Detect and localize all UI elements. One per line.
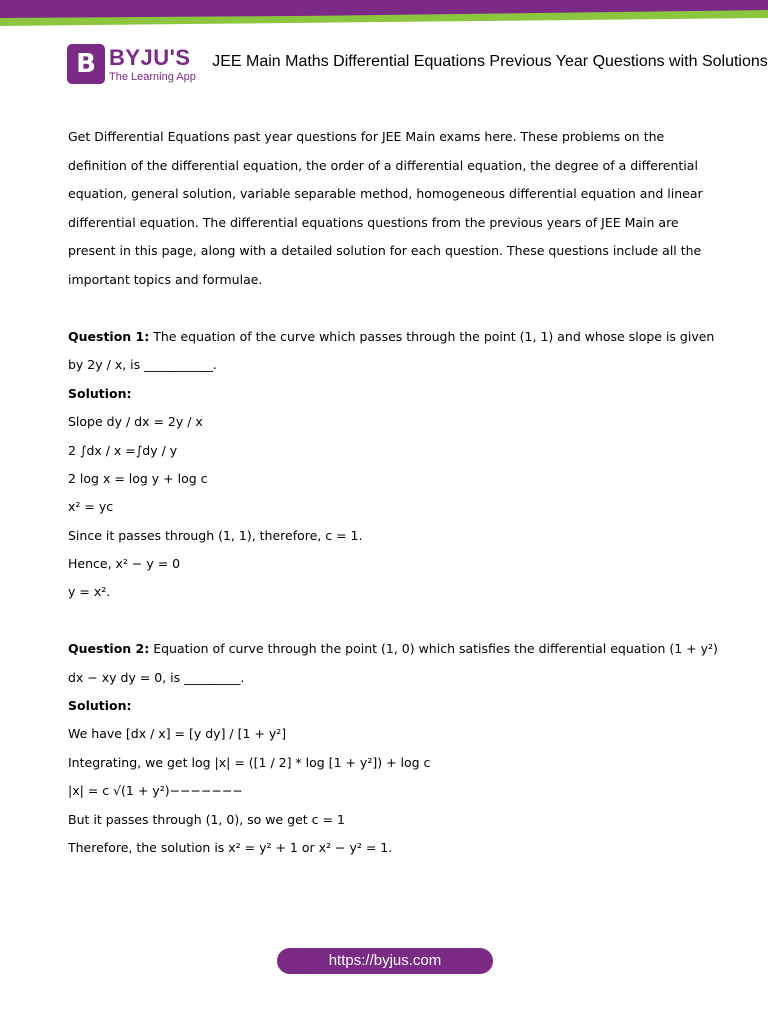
logo-name: BYJU'S xyxy=(109,45,191,70)
solution-1-step: Hence, x² − y = 0 xyxy=(68,556,181,572)
document-title: JEE Main Maths Differential Equations Previous Year Questions with Solutions xyxy=(212,53,768,70)
solution-2-step: |x| = c √(1 + y²)−−−−−−− xyxy=(68,783,243,799)
logo-initial: B xyxy=(76,49,96,79)
solution-2-step: We have [dx / x] = [y dy] / [1 + y²] xyxy=(68,726,287,742)
intro-paragraph: Get Differential Equations past year questions for JEE Main exams here. These problems on the definition of the differential equation, the order of a differential equation, the degree of a differential equation, general solution, variable separable method, homogeneous differential equation and linear differential equation. The differential equations questions from the previous years of JEE Main are present in this page, along with a detailed solution for each question. These questions include all the important topics and formulae. xyxy=(68,129,703,287)
question-2-solution-label: Solution: xyxy=(68,698,132,714)
question-1-line-2: by 2y / x, is ___________. xyxy=(68,357,217,373)
solution-1-step: x² = yc xyxy=(68,499,114,515)
document-body xyxy=(68,123,718,862)
question-2-line-1 xyxy=(68,635,718,663)
question-1-label: Question 1: xyxy=(68,328,150,344)
question-1-line-1 xyxy=(68,323,715,351)
question-2-label: Question 2: xyxy=(68,641,150,657)
question-2-line-2: dx − xy dy = 0, is _________. xyxy=(68,669,245,685)
solution-2-step: But it passes through (1, 0), so we get c = 1 xyxy=(68,811,345,827)
question-1-solution-label: Solution: xyxy=(68,385,132,401)
solution-1-step: y = x². xyxy=(68,584,111,600)
solution-1-step: 2 log x = log y + log c xyxy=(68,470,208,486)
footer-url-link[interactable]: https://byjus.com xyxy=(277,948,493,974)
question-1-text: The equation of the curve which passes through the point (1, 1) and whose slope is given xyxy=(149,328,715,344)
logo-mark xyxy=(67,44,105,84)
solution-2-step: Integrating, we get log |x| = ([1 / 2] * log [1 + y²]) + log c xyxy=(68,754,431,770)
question-2-text: Equation of curve through the point (1, 0) which satisfies the differential equation (1 + y²) xyxy=(149,641,718,657)
solution-2-step: Therefore, the solution is x² = y² + 1 or x² − y² = 1. xyxy=(68,839,393,855)
header-decorative-band xyxy=(0,0,768,26)
solution-1-step: 2 ∫dx / x =∫dy / y xyxy=(68,442,178,458)
byjus-logo xyxy=(67,44,202,88)
logo-tagline: The Learning App xyxy=(109,71,196,83)
solution-1-step: Slope dy / dx = 2y / x xyxy=(68,414,203,430)
solution-1-step: Since it passes through (1, 1), therefore, c = 1. xyxy=(68,527,363,543)
